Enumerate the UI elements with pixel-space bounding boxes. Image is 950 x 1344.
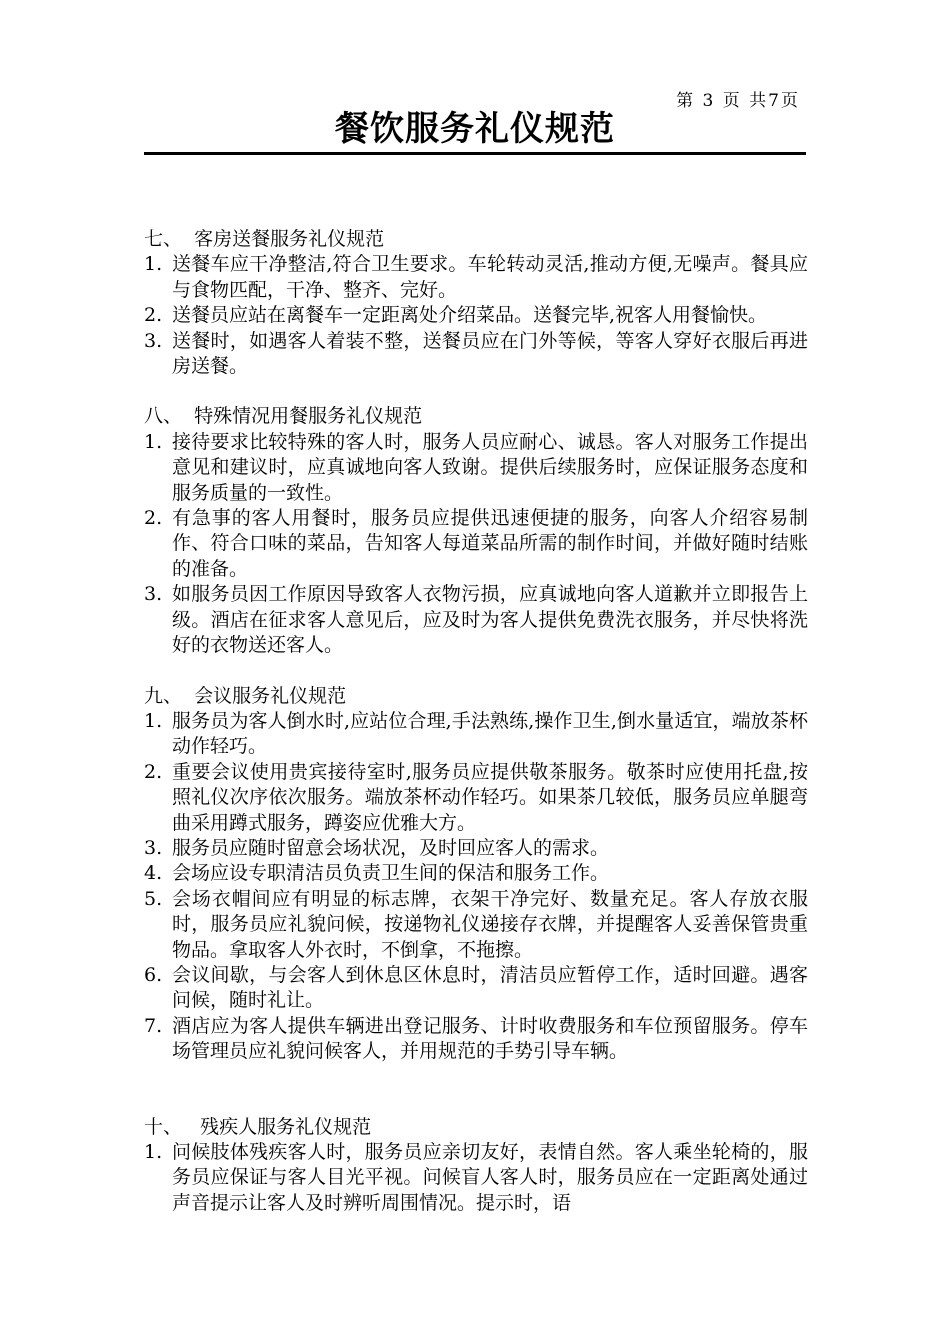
section-spacer bbox=[144, 659, 808, 684]
section-heading: 十、 残疾人服务礼仪规范 bbox=[144, 1115, 372, 1138]
item-text: 送餐员应站在离餐车一定距离处介绍菜品。送餐完毕,祝客人用餐愉快。 bbox=[172, 304, 768, 327]
item-text: 重要会议使用贵宾接待室时,服务员应提供敬茶服务。敬茶时应使用托盘,按照礼仪次序依次服务。端放茶杯动作轻巧。如果茶几较低，服务员应单腿弯曲采用蹲式服务，蹲姿应优雅大方。 bbox=[172, 760, 808, 834]
list-item bbox=[144, 1140, 808, 1216]
section-meeting-service bbox=[144, 684, 808, 1065]
section-disabled-guest-service bbox=[144, 1115, 808, 1217]
item-text: 服务员应随时留意会场状况，及时回应客人的需求。 bbox=[172, 836, 610, 859]
document-body bbox=[144, 227, 808, 1216]
section-spacer bbox=[144, 1065, 808, 1115]
item-text: 问候肢体残疾客人时，服务员应亲切友好，表情自然。客人乘坐轮椅的，服务员应保证与客人目光平视。问候盲人客人时，服务员应在一定距离处通过声音提示让客人及时辨听周围情况。提示时，语 bbox=[172, 1141, 808, 1214]
list-item bbox=[144, 303, 808, 328]
list-item bbox=[144, 709, 808, 760]
document-title: 餐饮服务礼仪规范 bbox=[335, 109, 615, 149]
item-number: 1. bbox=[144, 1141, 163, 1163]
item-text: 送餐车应干净整洁,符合卫生要求。车轮转动灵活,推动方便,无噪声。餐具应与食物匹配，干净、整齐、完好。 bbox=[172, 253, 808, 301]
list-item bbox=[144, 963, 808, 1014]
item-text: 如服务员因工作原因导致客人衣物污损，应真诚地向客人道歉并立即报告上级。酒店在征求客人意见后，应及时为客人提供免费洗衣服务，并尽快将洗好的衣物送还客人。 bbox=[172, 583, 808, 657]
list-item bbox=[144, 252, 808, 303]
item-number: 1. bbox=[144, 253, 163, 276]
list-item bbox=[144, 887, 808, 963]
section-spacer bbox=[144, 379, 808, 404]
list-item bbox=[144, 506, 808, 582]
list-item bbox=[144, 861, 808, 886]
section-heading: 九、 会议服务礼仪规范 bbox=[144, 684, 347, 707]
item-number: 3. bbox=[144, 836, 163, 859]
item-number: 1. bbox=[144, 430, 163, 453]
item-number: 3. bbox=[144, 329, 163, 352]
item-number: 2. bbox=[144, 507, 163, 530]
item-number: 4. bbox=[144, 862, 163, 885]
title-underline bbox=[144, 152, 806, 155]
item-text: 接待要求比较特殊的客人时，服务人员应耐心、诚恳。客人对服务工作提出意见和建议时，应真诚地向客人致谢。提供后续服务时，应保证服务态度和服务质量的一致性。 bbox=[172, 430, 808, 504]
item-text: 会场衣帽间应有明显的标志牌，衣架干净完好、数量充足。客人存放衣服时，服务员应礼貌问候，按递物礼仪递接存衣牌，并提醒客人妥善保管贵重物品。拿取客人外衣时，不倒拿，不拖擦。 bbox=[172, 887, 808, 961]
item-number: 2. bbox=[144, 760, 163, 783]
list-item bbox=[144, 430, 808, 506]
item-number: 5. bbox=[144, 887, 163, 910]
item-number: 1. bbox=[144, 709, 163, 732]
list-item bbox=[144, 582, 808, 658]
item-text: 会场应设专职清洁员负责卫生间的保洁和服务工作。 bbox=[172, 862, 610, 885]
list-item bbox=[144, 836, 808, 861]
item-text: 有急事的客人用餐时，服务员应提供迅速便捷的服务，向客人介绍容易制作、符合口味的菜品，告知客人每道菜品所需的制作时间，并做好随时结账的准备。 bbox=[172, 507, 808, 580]
list-item bbox=[144, 760, 808, 836]
page-number: 第 3 页 共7页 bbox=[676, 91, 800, 111]
item-text: 会议间歇，与会客人到休息区休息时，清洁员应暂停工作，适时回避。遇客问候，随时礼让。 bbox=[172, 963, 808, 1012]
item-text: 酒店应为客人提供车辆进出登记服务、计时收费服务和车位预留服务。停车场管理员应礼貌问候客人，并用规范的手势引导车辆。 bbox=[172, 1014, 808, 1063]
item-number: 2. bbox=[144, 304, 163, 327]
item-text: 送餐时，如遇客人着装不整，送餐员应在门外等候，等客人穿好衣服后再进房送餐。 bbox=[172, 329, 808, 378]
item-number: 7. bbox=[144, 1014, 163, 1037]
section-heading: 八、 特殊情况用餐服务礼仪规范 bbox=[144, 405, 423, 428]
item-text: 服务员为客人倒水时,应站位合理,手法熟练,操作卫生,倒水量适宜，端放茶杯动作轻巧。 bbox=[172, 709, 808, 758]
section-room-service bbox=[144, 227, 808, 379]
list-item bbox=[144, 329, 808, 380]
item-number: 3. bbox=[144, 583, 163, 606]
section-heading: 七、 客房送餐服务礼仪规范 bbox=[144, 228, 385, 250]
section-special-dining bbox=[144, 404, 808, 658]
item-number: 6. bbox=[144, 963, 163, 986]
list-item bbox=[144, 1014, 808, 1065]
